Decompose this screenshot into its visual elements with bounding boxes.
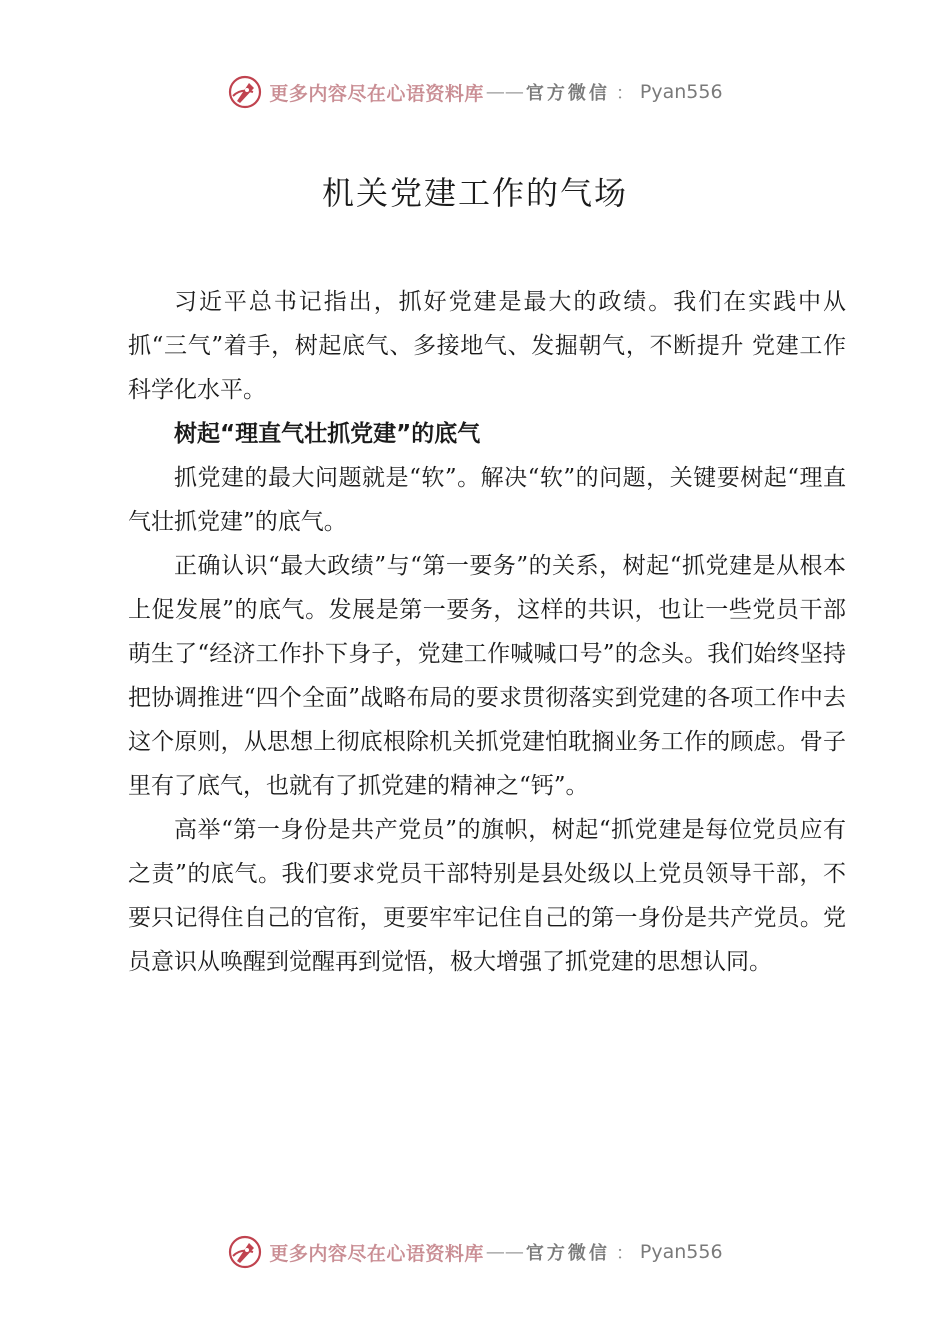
paragraph-2: 抓党建的最大问题就是“软”。解决“软”的问题，关键要树起“理直气壮抓党建”的底气。: [128, 465, 846, 535]
section-heading: 树起“理直气壮抓党建”的底气: [174, 421, 481, 447]
pen-nib-logo-icon: [227, 1234, 263, 1270]
brand-text: 更多内容尽在心语资料库: [269, 82, 484, 105]
brand-text: 更多内容尽在心语资料库: [269, 1242, 484, 1265]
paragraph-intro: 习近平总书记指出，抓好党建是最大的政绩。我们在实践中从抓“三气”着手，树起底气、多接地气、发掘朝气，不断提升 党建工作科学化水平。: [128, 289, 846, 403]
header-watermark-banner: [0, 72, 950, 112]
wechat-id: Pyan556: [639, 1241, 723, 1263]
wechat-label: 官方微信: [525, 1243, 610, 1264]
paragraph-4: 高举“第一身份是共产党员”的旗帜，树起“抓党建是每位党员应有之责”的底气。我们要求党员干部特别是县处级以上党员领导干部，不要只记得住自己的官衔，更要牢牢记住自己的第一身份是共产党员。党员意识从唤醒到觉醒再到觉悟，极大增强了抓党建的思想认同。: [128, 817, 846, 975]
brand-dash: ——: [485, 1241, 524, 1263]
wechat-label: 官方微信: [525, 83, 610, 104]
wechat-id: Pyan556: [639, 81, 723, 103]
pen-nib-logo-icon: [227, 74, 263, 110]
footer-watermark-banner: [0, 1232, 950, 1272]
document-body: [128, 280, 846, 984]
wechat-colon: ：: [615, 1243, 634, 1264]
paragraph-3: 正确认识“最大政绩”与“第一要务”的关系，树起“抓党建是从根本上促发展”的底气。发展是第一要务，这样的共识，也让一些党员干部萌生了“经济工作扑下身子，党建工作喊喊口号”的念头。我们始终坚持把协调推进“四个全面”战略布局的要求贯彻落实到党建的各项工作中去这个原则，从思想上彻底根除机关抓党建怕耽搁业务工作的顾虑。骨子里有了底气，也就有了抓党建的精神之“钙”。: [128, 553, 846, 799]
wechat-colon: ：: [615, 83, 634, 104]
brand-dash: ——: [485, 81, 524, 103]
page-title: 机关党建工作的气场: [321, 174, 628, 212]
